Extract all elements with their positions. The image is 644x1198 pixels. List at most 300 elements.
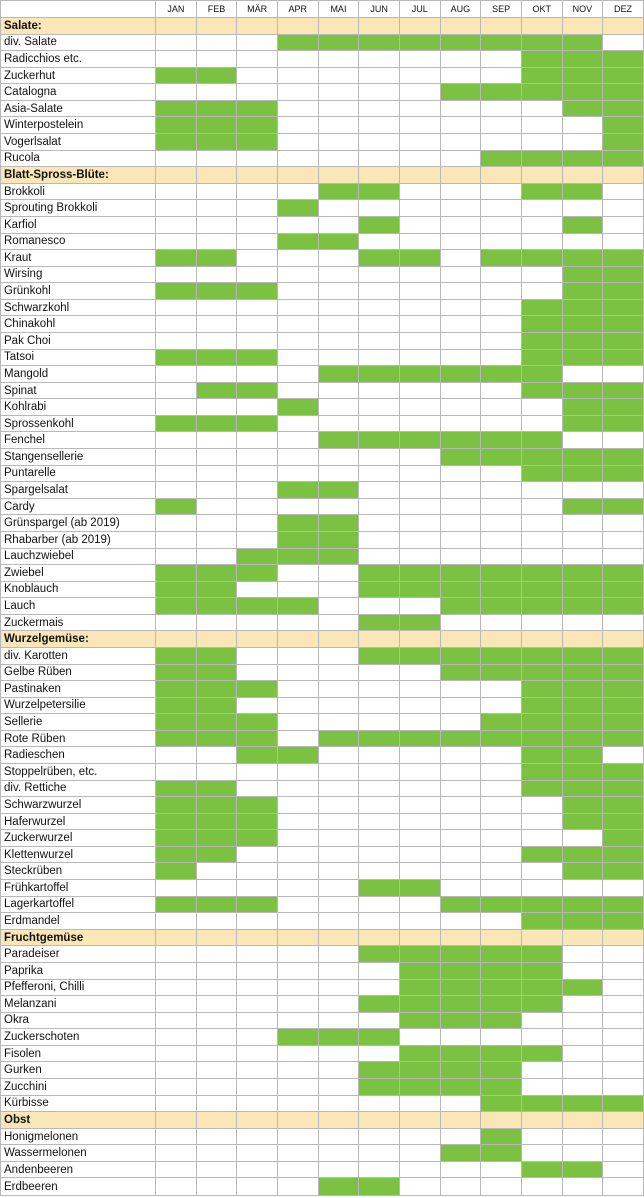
month-cell-available [562,283,603,300]
month-cell-empty [359,515,400,532]
month-cell-empty [399,134,440,151]
month-cell-empty [196,1012,237,1029]
month-cell-available [562,697,603,714]
produce-name: Kohlrabi [1,399,156,416]
month-cell-empty [440,1178,481,1196]
month-cell-empty [318,67,359,84]
month-cell-available [603,266,644,283]
month-cell-empty [237,150,278,167]
month-cell-empty [359,598,400,615]
category-label: Fruchtgemüse [1,929,156,946]
produce-name: Vogerlsalat [1,134,156,151]
month-cell-empty [277,183,318,200]
month-cell-empty [277,846,318,863]
month-cell-empty [521,283,562,300]
month-cell-available [156,100,197,117]
produce-name: Knoblauch [1,581,156,598]
month-cell-available [562,780,603,797]
month-cell-empty [277,415,318,432]
month-cell-empty [399,1095,440,1112]
month-cell-empty [196,432,237,449]
month-cell-empty [440,714,481,731]
produce-name: div. Karotten [1,647,156,664]
month-cell-available [196,250,237,267]
produce-row [1,1029,644,1046]
month-cell-empty [277,664,318,681]
produce-row [1,531,644,548]
month-cell-empty [318,598,359,615]
month-cell-empty [603,183,644,200]
produce-row [1,465,644,482]
month-cell-empty [196,1128,237,1145]
category-row [1,631,644,648]
month-cell-empty [156,764,197,781]
month-cell-empty [603,614,644,631]
produce-name: Rhabarber (ab 2019) [1,531,156,548]
month-cell-empty [399,747,440,764]
month-cell-empty [196,515,237,532]
category-fill-cell [562,18,603,35]
month-cell-empty [481,233,522,250]
month-cell-available [603,250,644,267]
month-cell-empty [237,1012,278,1029]
month-cell-available [481,664,522,681]
produce-row [1,830,644,847]
month-cell-empty [440,150,481,167]
category-fill-cell [481,631,522,648]
category-label: Wurzelgemüse: [1,631,156,648]
month-cell-available [603,498,644,515]
month-cell-empty [359,399,400,416]
month-cell-empty [521,863,562,880]
month-cell-available [603,697,644,714]
month-cell-empty [399,714,440,731]
month-cell-empty [562,1128,603,1145]
month-cell-empty [521,498,562,515]
month-cell-empty [399,846,440,863]
month-cell-empty [359,697,400,714]
month-cell-available [156,780,197,797]
month-cell-empty [521,1012,562,1029]
month-cell-empty [359,332,400,349]
month-cell-available [196,681,237,698]
month-cell-available [481,1095,522,1112]
month-header: OKT [521,1,562,18]
month-cell-empty [481,482,522,499]
month-cell-available [237,681,278,698]
month-cell-empty [277,813,318,830]
month-cell-empty [156,614,197,631]
month-cell-empty [237,316,278,333]
month-cell-available [562,332,603,349]
month-cell-empty [399,283,440,300]
produce-row [1,134,644,151]
month-cell-empty [318,150,359,167]
month-cell-available [359,647,400,664]
month-cell-empty [196,51,237,68]
month-cell-available [237,714,278,731]
month-cell-available [318,515,359,532]
month-cell-empty [481,515,522,532]
produce-row [1,647,644,664]
produce-row [1,1079,644,1096]
produce-name: Sprossenkohl [1,415,156,432]
month-cell-empty [399,813,440,830]
produce-name: Rote Rüben [1,730,156,747]
month-cell-empty [603,1045,644,1062]
month-cell-available [440,366,481,383]
month-cell-empty [156,531,197,548]
month-cell-empty [440,1095,481,1112]
month-cell-available [318,1029,359,1046]
month-cell-empty [440,200,481,217]
month-cell-available [562,34,603,51]
month-cell-empty [603,548,644,565]
month-cell-empty [237,946,278,963]
month-cell-empty [399,498,440,515]
produce-row [1,979,644,996]
month-cell-empty [359,100,400,117]
month-cell-empty [399,515,440,532]
month-cell-empty [237,498,278,515]
month-cell-available [521,449,562,466]
month-cell-available [359,216,400,233]
month-cell-empty [399,780,440,797]
month-cell-available [196,349,237,366]
month-cell-empty [521,216,562,233]
produce-name: Grünkohl [1,283,156,300]
month-cell-available [440,1062,481,1079]
produce-name: Brokkoli [1,183,156,200]
month-cell-empty [196,1029,237,1046]
month-cell-available [237,100,278,117]
month-cell-available [277,531,318,548]
month-cell-empty [521,1178,562,1196]
month-cell-empty [156,233,197,250]
category-fill-cell [521,18,562,35]
produce-row [1,84,644,101]
category-label: Blatt-Spross-Blüte: [1,167,156,184]
month-cell-empty [196,150,237,167]
month-cell-available [521,697,562,714]
month-cell-available [440,962,481,979]
produce-name: Fenchel [1,432,156,449]
produce-row [1,1045,644,1062]
month-cell-empty [156,548,197,565]
month-cell-empty [237,647,278,664]
produce-row [1,880,644,897]
month-cell-empty [440,266,481,283]
month-cell-available [562,1161,603,1178]
month-cell-empty [399,266,440,283]
month-cell-empty [237,764,278,781]
produce-name: Gelbe Rüben [1,664,156,681]
month-cell-available [277,548,318,565]
category-fill-cell [603,167,644,184]
category-fill-cell [156,18,197,35]
month-cell-available [481,581,522,598]
month-cell-empty [237,1145,278,1162]
month-cell-available [399,996,440,1013]
month-cell-empty [481,134,522,151]
month-cell-empty [277,100,318,117]
produce-row [1,349,644,366]
month-cell-empty [277,349,318,366]
month-cell-empty [277,913,318,930]
month-cell-available [562,1095,603,1112]
month-cell-available [156,67,197,84]
month-cell-empty [440,813,481,830]
month-cell-empty [603,946,644,963]
month-cell-empty [481,548,522,565]
month-cell-empty [481,465,522,482]
month-cell-empty [237,216,278,233]
produce-name: Wassermelonen [1,1145,156,1162]
month-cell-available [318,548,359,565]
produce-row [1,846,644,863]
month-cell-empty [481,614,522,631]
month-cell-empty [440,332,481,349]
month-cell-available [237,117,278,134]
produce-name: Puntarelle [1,465,156,482]
month-cell-available [399,880,440,897]
month-cell-available [440,34,481,51]
month-cell-empty [399,150,440,167]
produce-row [1,896,644,913]
month-cell-available [440,432,481,449]
produce-row [1,100,644,117]
month-cell-empty [156,266,197,283]
month-cell-empty [359,1128,400,1145]
month-cell-available [521,764,562,781]
month-cell-available [521,846,562,863]
produce-row [1,183,644,200]
month-cell-available [399,614,440,631]
month-cell-empty [156,150,197,167]
month-cell-empty [156,1178,197,1196]
month-cell-empty [562,614,603,631]
month-cell-empty [277,1062,318,1079]
produce-row [1,780,644,797]
month-cell-empty [156,200,197,217]
month-cell-available [196,830,237,847]
produce-name: Mangold [1,366,156,383]
month-cell-empty [359,962,400,979]
month-cell-empty [521,266,562,283]
month-cell-available [196,382,237,399]
month-cell-empty [399,548,440,565]
month-cell-empty [521,415,562,432]
category-fill-cell [562,929,603,946]
month-cell-empty [156,1128,197,1145]
month-cell-available [481,84,522,101]
month-cell-available [521,681,562,698]
month-cell-available [440,565,481,582]
month-cell-empty [359,465,400,482]
produce-name: Catalogna [1,84,156,101]
month-cell-empty [237,432,278,449]
month-cell-available [237,830,278,847]
month-header: SEP [481,1,522,18]
month-cell-empty [318,664,359,681]
month-cell-empty [521,515,562,532]
month-cell-available [156,846,197,863]
month-cell-available [562,84,603,101]
month-cell-empty [237,697,278,714]
month-cell-available [440,647,481,664]
month-cell-available [481,996,522,1013]
month-cell-empty [318,84,359,101]
month-cell-available [562,664,603,681]
month-cell-available [156,565,197,582]
month-cell-available [521,366,562,383]
month-cell-available [562,100,603,117]
month-cell-available [156,664,197,681]
produce-row [1,913,644,930]
month-cell-available [603,415,644,432]
month-cell-available [603,797,644,814]
category-fill-cell [562,167,603,184]
month-cell-empty [277,299,318,316]
month-cell-empty [237,515,278,532]
month-cell-empty [521,100,562,117]
month-cell-available [318,730,359,747]
month-cell-empty [399,863,440,880]
month-cell-available [481,730,522,747]
month-cell-empty [156,183,197,200]
month-cell-empty [481,697,522,714]
month-cell-available [603,565,644,582]
month-cell-empty [399,183,440,200]
month-cell-empty [196,962,237,979]
month-cell-available [521,1045,562,1062]
month-cell-empty [277,465,318,482]
produce-name: Sellerie [1,714,156,731]
month-cell-empty [562,548,603,565]
month-cell-empty [318,764,359,781]
month-cell-empty [237,399,278,416]
month-cell-empty [156,366,197,383]
month-cell-available [399,581,440,598]
month-cell-empty [399,681,440,698]
month-cell-empty [156,747,197,764]
month-cell-empty [277,764,318,781]
produce-row [1,332,644,349]
month-cell-empty [156,1012,197,1029]
month-cell-available [156,714,197,731]
month-cell-empty [399,216,440,233]
produce-row [1,1145,644,1162]
month-cell-empty [318,498,359,515]
month-cell-empty [603,1145,644,1162]
month-cell-available [521,996,562,1013]
month-cell-empty [359,482,400,499]
month-cell-available [603,349,644,366]
month-cell-empty [440,498,481,515]
produce-row [1,697,644,714]
month-cell-available [156,498,197,515]
month-cell-empty [237,449,278,466]
month-cell-available [237,382,278,399]
month-cell-empty [196,1079,237,1096]
category-row [1,167,644,184]
produce-row [1,216,644,233]
month-cell-empty [359,764,400,781]
month-cell-empty [156,482,197,499]
month-cell-empty [196,1045,237,1062]
month-cell-available [440,84,481,101]
month-cell-empty [237,34,278,51]
month-cell-empty [156,880,197,897]
month-cell-empty [359,1145,400,1162]
month-cell-available [359,1178,400,1196]
month-cell-empty [156,1095,197,1112]
month-cell-empty [277,1161,318,1178]
month-cell-empty [562,880,603,897]
month-header: MAI [318,1,359,18]
month-cell-empty [277,449,318,466]
category-fill-cell [521,631,562,648]
month-cell-available [562,399,603,416]
month-cell-available [481,962,522,979]
month-cell-empty [440,863,481,880]
month-cell-available [399,250,440,267]
month-cell-empty [440,283,481,300]
produce-row [1,515,644,532]
month-cell-empty [521,200,562,217]
month-cell-available [603,730,644,747]
category-fill-cell [440,167,481,184]
produce-row [1,1161,644,1178]
month-cell-available [196,581,237,598]
produce-row [1,565,644,582]
month-cell-empty [440,67,481,84]
produce-name: Stangensellerie [1,449,156,466]
month-cell-empty [603,1029,644,1046]
header-row [1,1,644,18]
month-cell-available [359,581,400,598]
produce-row [1,548,644,565]
month-cell-available [481,432,522,449]
month-cell-empty [156,1161,197,1178]
month-cell-available [562,382,603,399]
month-cell-available [562,565,603,582]
month-cell-available [603,813,644,830]
month-cell-empty [277,780,318,797]
month-cell-empty [603,34,644,51]
month-cell-empty [603,216,644,233]
category-fill-cell [318,18,359,35]
month-cell-available [481,1128,522,1145]
month-cell-empty [359,896,400,913]
category-fill-cell [440,1112,481,1129]
month-cell-available [156,863,197,880]
month-cell-empty [359,349,400,366]
month-cell-empty [440,117,481,134]
month-cell-empty [277,880,318,897]
month-cell-available [481,449,522,466]
produce-row [1,250,644,267]
month-cell-available [399,979,440,996]
month-cell-empty [359,714,400,731]
month-cell-empty [318,51,359,68]
month-cell-empty [237,1045,278,1062]
month-cell-available [156,797,197,814]
category-fill-cell [196,1112,237,1129]
month-cell-empty [277,979,318,996]
month-cell-empty [237,979,278,996]
month-cell-available [399,1045,440,1062]
